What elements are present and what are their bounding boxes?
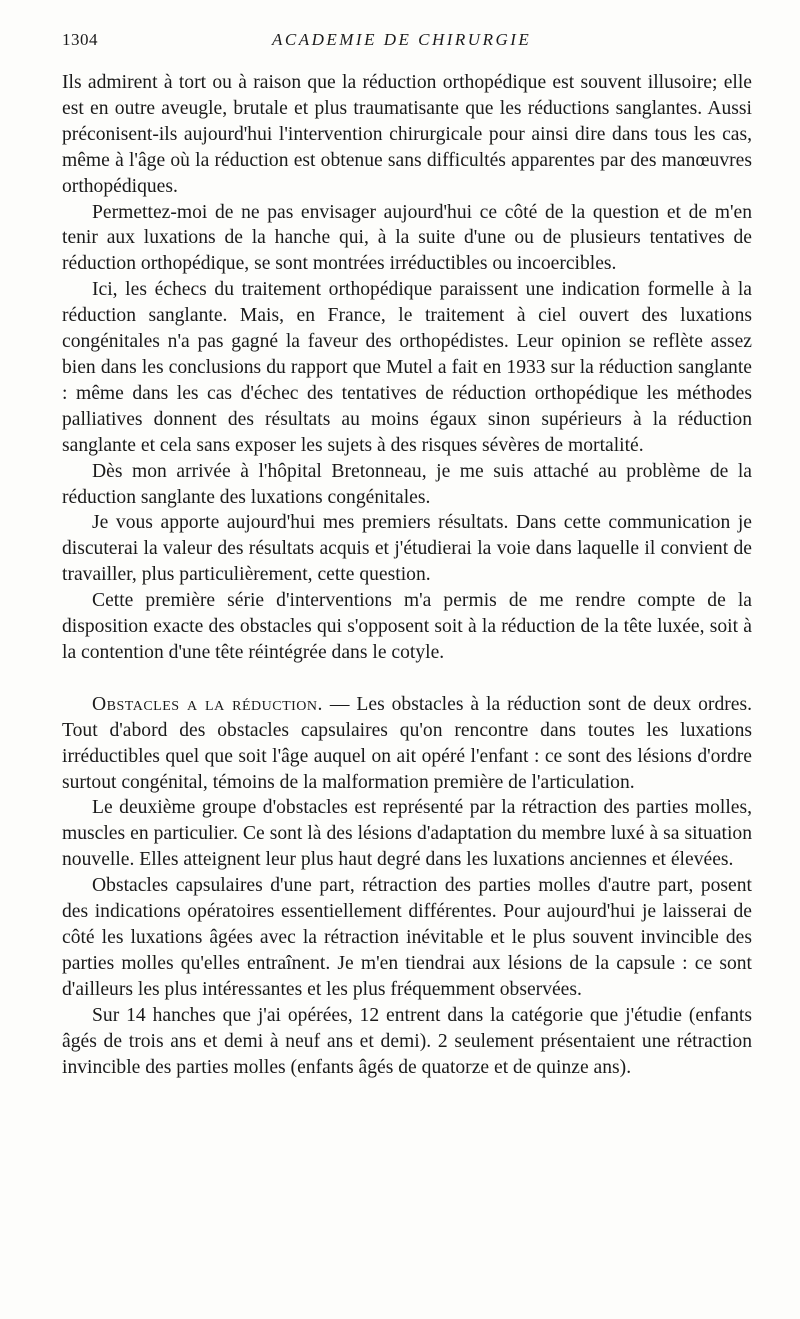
paragraph-1: Ils admirent à tort ou à raison que la réduction orthopédique est souvent illusoire; elle est en outre aveugle, brutale et plus traumatisante que les réductions sanglantes. Aussi préconisent-ils aujourd'hui l'intervention chirurgicale pour ainsi dire dans tous les cas, même à l'âge où la réduction est obtenue sans difficultés apparentes par des manœuvres orthopédiques.: [62, 72, 752, 197]
paragraph-6: Cette première série d'interventions m'a permis de me rendre compte de la disposition exacte des obstacles qui s'opposent soit à la réduction de la tête luxée, soit à la contention d'une tête réintégrée dans le cotyle.: [62, 590, 752, 663]
running-head: ACADEMIE DE CHIRURGIE: [272, 30, 532, 49]
section-paragraph-2: Obstacles capsulaires d'une part, rétraction des parties molles d'autre part, posent des indications opératoires essentiellement différentes. Pour aujourd'hui je laisserai de côté les luxations âgées avec la rétraction inévitable et le plus souvent invincible des parties molles qu'elles entraînent. Je m'en tiendrai aux lésions de la capsule : ce sont d'ailleurs les plus intéressantes et les plus fréquemment observées.: [62, 875, 752, 1000]
paragraph-5: Je vous apporte aujourd'hui mes premiers résultats. Dans cette communication je discuterai la valeur des résultats acquis et j'étudierai la voie dans laquelle il convient de travailler, plus particulièrement, cette question.: [62, 512, 752, 586]
body-text: [62, 70, 752, 1080]
paragraph-4: Dès mon arrivée à l'hôpital Bretonneau, je me suis attaché au problème de la réduction sanglante des luxations congénitales.: [62, 460, 752, 508]
paragraph-3: Ici, les échecs du traitement orthopédique paraissent une indication formelle à la réduction sanglante. Mais, en France, le traitement à ciel ouvert des luxations congénitales n'a pas gagné la faveur des orthopédistes. Leur opinion se reflète assez bien dans les conclusions du rapport que Mutel a fait en 1933 sur la réduction sanglante : même dans les cas d'échec des tentatives de réduction orthopédique les méthodes palliatives donnent des résultats au moins égaux sinon supérieurs à la réduction sanglante et cela sans exposer les sujets à des risques sévères de mortalité.: [62, 279, 752, 456]
page-number: 1304: [62, 30, 98, 49]
section-paragraph-3: Sur 14 hanches que j'ai opérées, 12 entrent dans la catégorie que j'étudie (enfants âgés de trois ans et demi à neuf ans et demi). 2 seulement présentaient une rétraction invincible des parties molles (enfants âgés de quatorze et de quinze ans).: [62, 1004, 752, 1078]
page-header: [62, 30, 752, 56]
section-heading: Obstacles a la réduction.: [92, 693, 323, 715]
section-paragraph-1: Le deuxième groupe d'obstacles est représenté par la rétraction des parties molles, muscles en particulier. Ce sont là des lésions d'adaptation du membre luxé à sa situation nouvelle. Elles atteignent leur plus haut degré dans les luxations anciennes et élevées.: [62, 797, 752, 871]
paragraph-2: Permettez-moi de ne pas envisager aujourd'hui ce côté de la question et de m'en tenir aux luxations de la hanche qui, à la suite d'une ou de plusieurs tentatives de réduction orthopédique, se sont montrées irréductibles ou incoercibles.: [62, 201, 752, 275]
section-lead-paragraph: [62, 692, 752, 796]
section-lead-text: — Les obstacles à la réduction sont de deux ordres. Tout d'abord des obstacles capsulaires qu'on rencontre dans toutes les luxations irréductibles quel que soit l'âge auquel on ait opéré l'enfant : ce sont des lésions d'ordre surtout congénital, témoins de la malformation première de l'articulation.: [62, 693, 752, 793]
